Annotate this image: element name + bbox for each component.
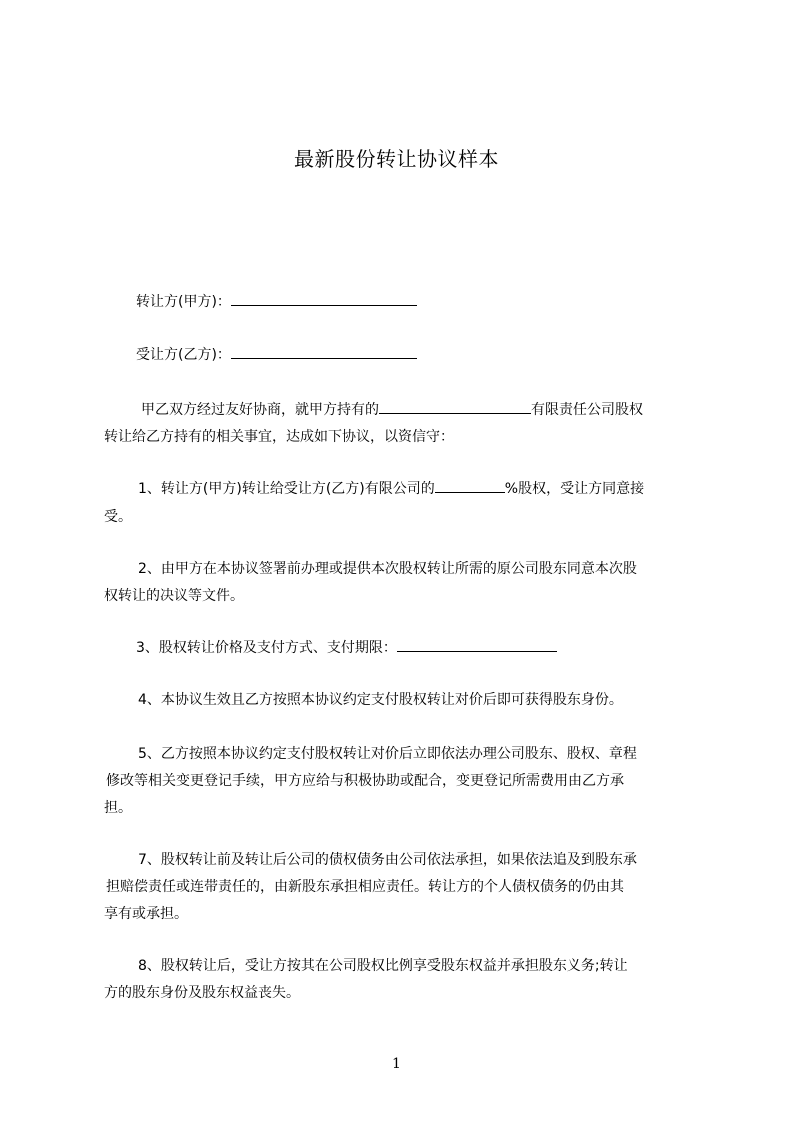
clause-5-line-2: 修改等相关变更登记手续，甲方应给与积极协助或配合，变更登记所需费用由乙方承 <box>106 773 624 789</box>
clause-7-line-2: 担赔偿责任或连带责任的，由新股东承担相应责任。转让方的个人债权债务的仍由其 <box>106 879 624 895</box>
clause-1-text-b: %股权，受让方同意接 <box>504 481 645 497</box>
transferor-blank <box>231 292 417 306</box>
clause-8-line-1: 8、股权转让后，受让方按其在公司股权比例享受股东权益并承担股东义务;转让 <box>138 958 628 974</box>
clause-1-line-1 <box>138 479 644 499</box>
transferee-label: 受让方(乙方)： <box>136 347 231 363</box>
transferee-line <box>136 345 417 365</box>
intro-text-b: 有限责任公司股权 <box>531 402 643 418</box>
clause-2-line-1: 2、由甲方在本协议签署前办理或提供本次股权转让所需的原公司股东同意本次股 <box>138 561 637 577</box>
share-percent-blank <box>435 479 505 493</box>
clause-8-line-2: 方的股东身份及股东权益丧失。 <box>104 985 300 1001</box>
clause-3-text: 3、股权转让价格及支付方式、支付期限： <box>136 640 397 656</box>
company-name-blank <box>379 400 531 414</box>
clause-1-text-a: 1、转让方(甲方)转让给受让方(乙方)有限公司的 <box>138 481 435 497</box>
intro-text-a: 甲乙双方经过友好协商，就甲方持有的 <box>141 402 379 418</box>
document-title: 最新股份转让协议样本 <box>294 147 499 171</box>
clause-5-line-3: 担。 <box>104 800 132 816</box>
clause-1-line-2: 受。 <box>104 509 132 525</box>
transferor-line <box>136 292 417 312</box>
intro-line-2: 转让给乙方持有的相关事宜，达成如下协议，以资信守： <box>104 429 454 445</box>
price-payment-blank <box>397 638 557 652</box>
clause-5-line-1: 5、乙方按照本协议约定支付股权转让对价后立即依法办理公司股东、股权、章程 <box>138 746 637 762</box>
transferor-label: 转让方(甲方)： <box>136 294 231 310</box>
clause-7-line-1: 7、股权转让前及转让后公司的债权债务由公司依法承担，如果依法追及到股东承 <box>138 852 637 868</box>
intro-line-1 <box>141 400 643 420</box>
clause-4-line-1: 4、本协议生效且乙方按照本协议约定支付股权转让对价后即可获得股东身份。 <box>138 692 623 708</box>
transferee-blank <box>231 345 417 359</box>
page-number: 1 <box>392 1056 401 1072</box>
clause-3-line-1 <box>136 638 557 658</box>
clause-2-line-2: 权转让的决议等文件。 <box>104 588 244 604</box>
clause-7-line-3: 享有或承担。 <box>104 906 188 922</box>
